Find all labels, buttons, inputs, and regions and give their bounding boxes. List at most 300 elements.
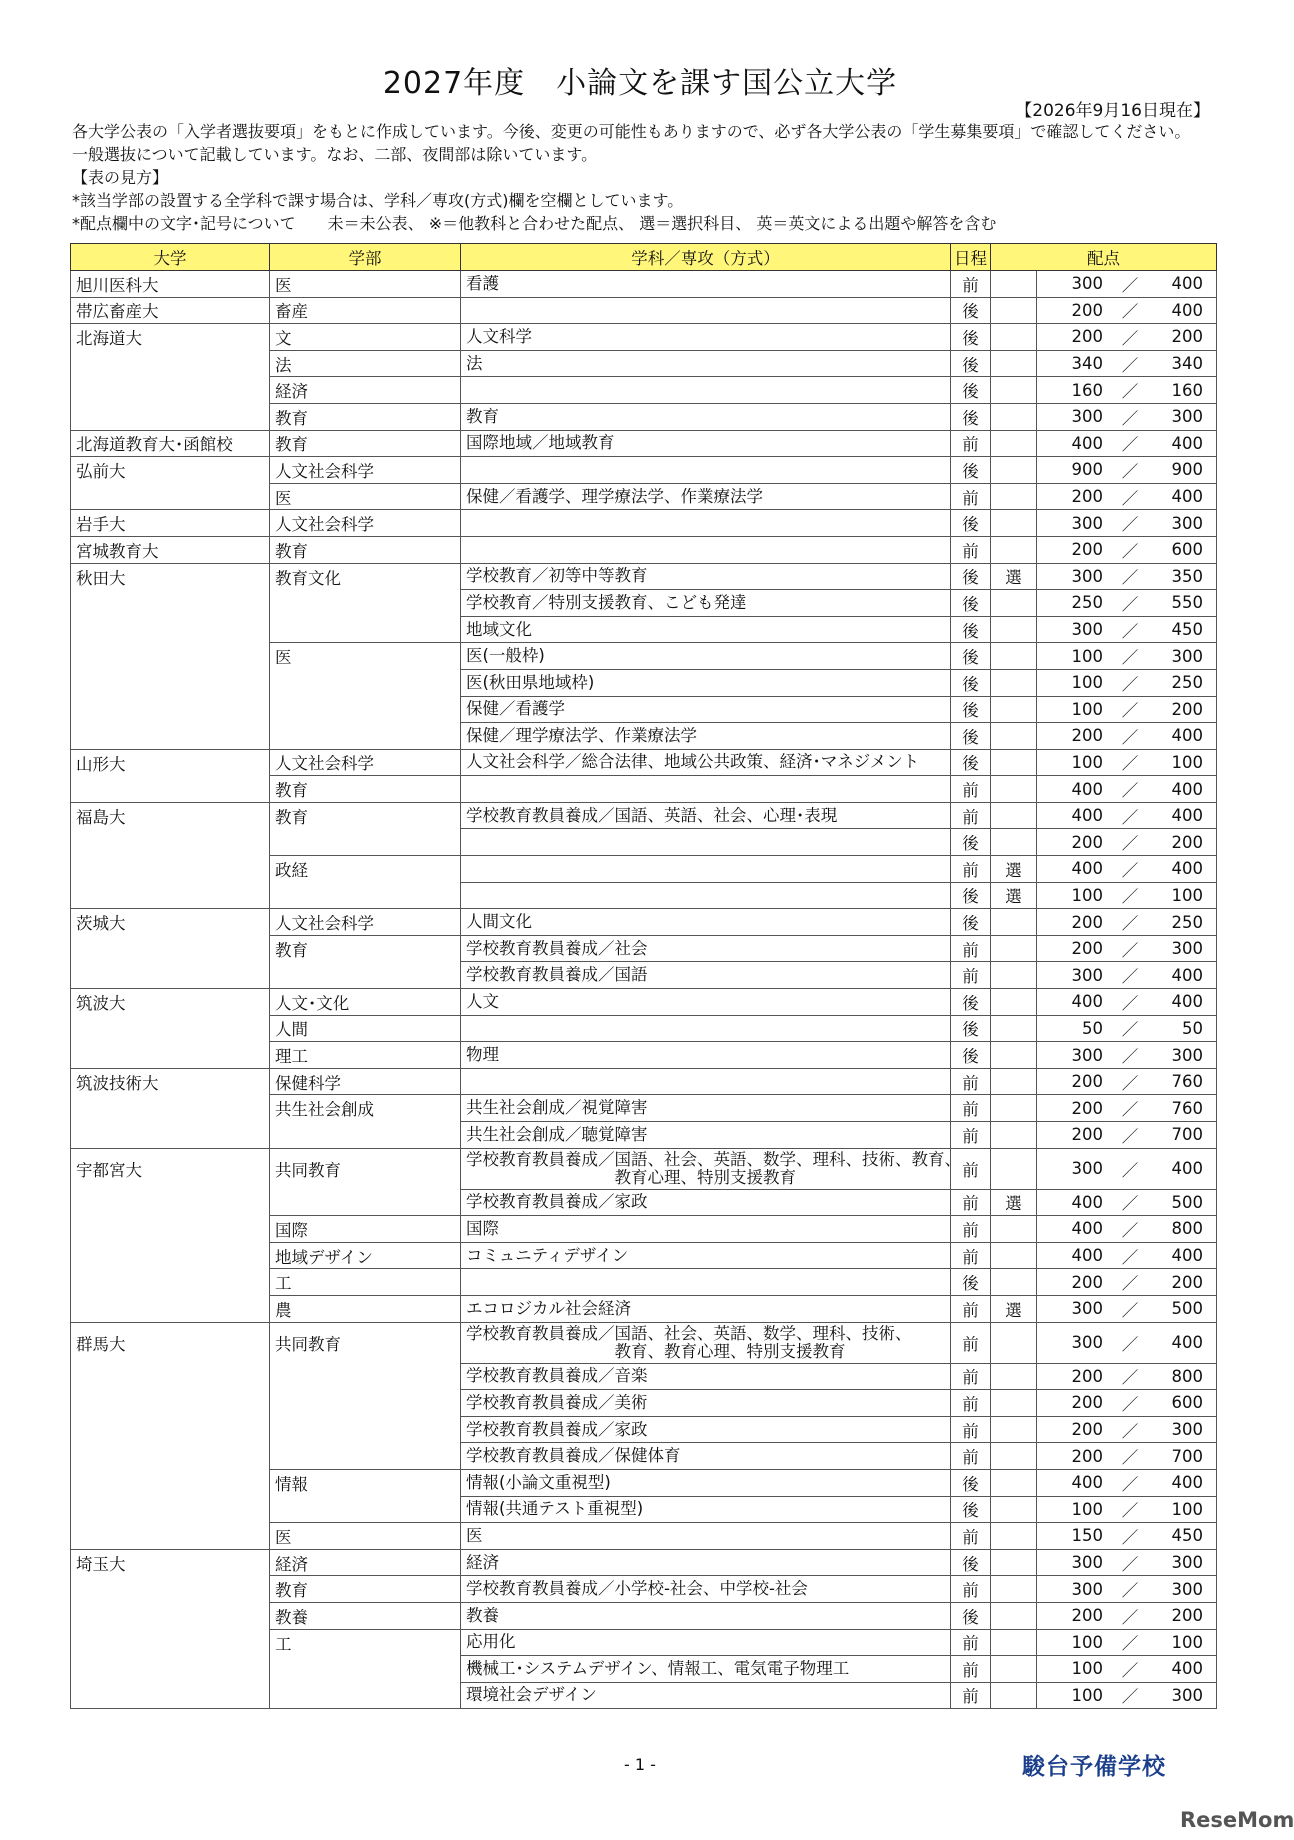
table-row: [71, 377, 1217, 404]
faculty-cell: 政経: [270, 856, 461, 883]
schedule-cell: 後: [951, 696, 991, 723]
score-cell: [1037, 989, 1217, 1016]
faculty-cell: 教養: [270, 1602, 461, 1629]
department-cell: [461, 536, 951, 563]
score-pair: [1042, 777, 1211, 801]
score-cell: [1037, 510, 1217, 537]
university-cell: [71, 1042, 270, 1069]
university-cell: [71, 1469, 270, 1496]
schedule-cell: 後: [951, 643, 991, 670]
score-essay: 400: [1071, 992, 1103, 1012]
score-cell: [1037, 590, 1217, 617]
score-cell: [1037, 1469, 1217, 1496]
selection-mark-cell: [991, 1629, 1037, 1656]
table-row: [71, 882, 1217, 909]
score-essay: 200: [1071, 1098, 1103, 1118]
score-cell: [1037, 616, 1217, 643]
score-pair: [1042, 671, 1211, 695]
selection-mark-cell: [991, 1443, 1037, 1470]
university-cell: 福島大: [71, 802, 270, 829]
score-cell: [1037, 1269, 1217, 1296]
score-essay: 400: [1071, 779, 1103, 799]
score-total: 800: [1171, 1219, 1203, 1239]
score-pair: [1042, 1016, 1211, 1040]
schedule-cell: 後: [951, 590, 991, 617]
faculty-cell: [270, 1390, 461, 1417]
university-cell: [71, 1189, 270, 1216]
score-total: 400: [1171, 992, 1203, 1012]
score-total: 340: [1171, 354, 1203, 374]
table-row: [71, 723, 1217, 750]
faculty-cell: 教育: [270, 802, 461, 829]
table-row: [71, 430, 1217, 457]
schedule-cell: 前: [951, 856, 991, 883]
department-cell: 看護: [461, 271, 951, 298]
watermark: ReseMom: [1180, 1808, 1294, 1832]
table-row: [71, 856, 1217, 883]
score-separator: ／: [1121, 1247, 1139, 1267]
score-pair: [1042, 883, 1211, 907]
score-total: 500: [1171, 1192, 1203, 1212]
selection-mark-cell: [991, 510, 1037, 537]
score-separator: ／: [1121, 1047, 1139, 1067]
score-separator: ／: [1121, 541, 1139, 561]
score-essay: 100: [1071, 1499, 1103, 1519]
schedule-cell: 後: [951, 377, 991, 404]
university-cell: [71, 696, 270, 723]
score-total: 900: [1171, 460, 1203, 480]
score-essay: 200: [1071, 832, 1103, 852]
score-total: 550: [1171, 593, 1203, 613]
department-cell: [461, 829, 951, 856]
score-cell: [1037, 536, 1217, 563]
department-cell: 物理: [461, 1042, 951, 1069]
schedule-cell: 後: [951, 403, 991, 430]
department-cell: [461, 1068, 951, 1095]
department-cell: 学校教育教員養成／家政: [461, 1189, 951, 1216]
score-pair: [1042, 325, 1211, 349]
selection-mark-cell: 選: [991, 856, 1037, 883]
selection-mark-cell: 選: [991, 1295, 1037, 1322]
score-pair: [1042, 298, 1211, 322]
selection-mark-cell: [991, 1148, 1037, 1189]
score-total: 300: [1171, 1553, 1203, 1573]
score-total: 100: [1171, 1499, 1203, 1519]
university-cell: [71, 1242, 270, 1269]
score-pair: [1042, 857, 1211, 881]
table-row: [71, 1189, 1217, 1216]
selection-mark-cell: [991, 643, 1037, 670]
score-pair: [1042, 378, 1211, 402]
university-cell: 群馬大: [71, 1322, 270, 1363]
table-row: [71, 1269, 1217, 1296]
department-cell: 学校教育教員養成／社会: [461, 935, 951, 962]
faculty-cell: 医: [270, 271, 461, 298]
table-row: [71, 1363, 1217, 1390]
score-separator: ／: [1121, 1421, 1139, 1441]
header-department: 学科／専攻（方式）: [461, 244, 951, 271]
faculty-cell: 工: [270, 1269, 461, 1296]
score-cell: [1037, 1242, 1217, 1269]
score-pair: [1042, 1123, 1211, 1147]
university-cell: [71, 1122, 270, 1149]
department-cell: [461, 856, 951, 883]
score-total: 400: [1171, 965, 1203, 985]
score-total: 160: [1171, 380, 1203, 400]
table-row: [71, 297, 1217, 324]
selection-mark-cell: [991, 909, 1037, 936]
schedule-cell: 前: [951, 1656, 991, 1683]
faculty-cell: 農: [270, 1295, 461, 1322]
department-cell: 学校教育教員養成／国語: [461, 962, 951, 989]
score-total: 100: [1171, 885, 1203, 905]
table-row: [71, 1095, 1217, 1122]
schedule-cell: 後: [951, 829, 991, 856]
faculty-cell: 教育: [270, 935, 461, 962]
score-separator: ／: [1121, 594, 1139, 614]
schedule-cell: 後: [951, 1496, 991, 1523]
table-row: [71, 1416, 1217, 1443]
faculty-cell: 人文社会科学: [270, 749, 461, 776]
department-cell: 国際地域／地域教育: [461, 430, 951, 457]
score-cell: [1037, 377, 1217, 404]
selection-mark-cell: [991, 616, 1037, 643]
score-total: 200: [1171, 1606, 1203, 1626]
score-essay: 400: [1071, 1219, 1103, 1239]
score-separator: ／: [1121, 1554, 1139, 1574]
table-row: [71, 829, 1217, 856]
score-separator: ／: [1121, 1581, 1139, 1601]
score-total: 300: [1171, 1045, 1203, 1065]
selection-mark-cell: [991, 457, 1037, 484]
score-total: 600: [1171, 1393, 1203, 1413]
score-essay: 300: [1071, 407, 1103, 427]
score-cell: [1037, 776, 1217, 803]
score-essay: 100: [1071, 1685, 1103, 1705]
score-separator: ／: [1121, 1073, 1139, 1093]
selection-mark-cell: 選: [991, 563, 1037, 590]
selection-mark-cell: [991, 829, 1037, 856]
selection-mark-cell: [991, 776, 1037, 803]
department-cell: [461, 377, 951, 404]
score-essay: 300: [1071, 620, 1103, 640]
faculty-cell: [270, 590, 461, 617]
score-total: 200: [1171, 1272, 1203, 1292]
score-pair: [1042, 1297, 1211, 1321]
score-essay: 200: [1071, 1366, 1103, 1386]
score-cell: [1037, 1042, 1217, 1069]
table-row: [71, 909, 1217, 936]
university-cell: [71, 1443, 270, 1470]
score-separator: ／: [1121, 967, 1139, 987]
schedule-cell: 前: [951, 1242, 991, 1269]
score-pair: [1042, 1364, 1211, 1388]
selection-mark-cell: [991, 1122, 1037, 1149]
university-cell: [71, 1496, 270, 1523]
department-cell: 地域文化: [461, 616, 951, 643]
score-separator: ／: [1121, 940, 1139, 960]
department-cell: 人文社会科学／総合法律、地域公共政策、経済･マネジメント: [461, 749, 951, 776]
score-total: 300: [1171, 939, 1203, 959]
faculty-cell: 地域デザイン: [270, 1242, 461, 1269]
score-pair: [1042, 1070, 1211, 1094]
table-row: [71, 643, 1217, 670]
note-heading: 【表の見方】: [72, 168, 169, 187]
selection-mark-cell: [991, 377, 1037, 404]
university-cell: [71, 935, 270, 962]
score-separator: ／: [1121, 887, 1139, 907]
schedule-cell: 後: [951, 1015, 991, 1042]
department-cell: 環境社会デザイン: [461, 1682, 951, 1709]
score-separator: ／: [1121, 1368, 1139, 1388]
score-cell: [1037, 1148, 1217, 1189]
score-pair: [1042, 485, 1211, 509]
score-cell: [1037, 430, 1217, 457]
university-cell: [71, 856, 270, 883]
score-essay: 400: [1071, 859, 1103, 879]
faculty-cell: 文: [270, 324, 461, 351]
department-cell: [461, 297, 951, 324]
university-cell: [71, 669, 270, 696]
table-row: [71, 1322, 1217, 1363]
university-cell: 茨城大: [71, 909, 270, 936]
table-row: [71, 1390, 1217, 1417]
table-row: [71, 1216, 1217, 1243]
score-separator: ／: [1121, 1607, 1139, 1627]
department-cell: 法: [461, 350, 951, 377]
score-total: 400: [1171, 726, 1203, 746]
schedule-cell: 前: [951, 802, 991, 829]
score-total: 400: [1171, 487, 1203, 507]
schedule-cell: 後: [951, 989, 991, 1016]
score-separator: ／: [1121, 914, 1139, 934]
score-separator: ／: [1121, 1274, 1139, 1294]
score-essay: 300: [1071, 1159, 1103, 1179]
score-cell: [1037, 563, 1217, 590]
score-cell: [1037, 1216, 1217, 1243]
score-cell: [1037, 350, 1217, 377]
university-cell: 宇都宮大: [71, 1148, 270, 1189]
department-cell: 学校教育教員養成／国語、社会、英語、数学、理科、技術、 教育、教育心理、特別支援教育: [461, 1322, 951, 1363]
university-cell: 筑波大: [71, 989, 270, 1016]
selection-mark-cell: [991, 1269, 1037, 1296]
score-pair: [1042, 1157, 1211, 1181]
score-total: 400: [1171, 1333, 1203, 1353]
schedule-cell: 後: [951, 457, 991, 484]
department-cell: 保健／理学療法学、作業療法学: [461, 723, 951, 750]
score-essay: 200: [1071, 1125, 1103, 1145]
score-separator: ／: [1121, 461, 1139, 481]
selection-mark-cell: [991, 1242, 1037, 1269]
university-cell: [71, 776, 270, 803]
score-cell: [1037, 882, 1217, 909]
schedule-cell: 後: [951, 723, 991, 750]
score-cell: [1037, 324, 1217, 351]
schedule-cell: 後: [951, 324, 991, 351]
selection-mark-cell: [991, 935, 1037, 962]
score-essay: 400: [1071, 1473, 1103, 1493]
university-cell: [71, 882, 270, 909]
score-total: 100: [1171, 752, 1203, 772]
score-total: 300: [1171, 1420, 1203, 1440]
faculty-cell: 経済: [270, 1549, 461, 1576]
score-separator: ／: [1121, 355, 1139, 375]
score-cell: [1037, 1682, 1217, 1709]
university-cell: 弘前大: [71, 457, 270, 484]
university-cell: 山形大: [71, 749, 270, 776]
faculty-cell: [270, 829, 461, 856]
score-pair: [1042, 1244, 1211, 1268]
score-separator: ／: [1121, 1194, 1139, 1214]
faculty-cell: [270, 1496, 461, 1523]
university-cell: 岩手大: [71, 510, 270, 537]
selection-mark-cell: [991, 1322, 1037, 1363]
score-pair: [1042, 1217, 1211, 1241]
department-cell: 保健／看護学、理学療法学、作業療法学: [461, 483, 951, 510]
selection-mark-cell: [991, 403, 1037, 430]
score-pair: [1042, 990, 1211, 1014]
faculty-cell: [270, 723, 461, 750]
university-cell: [71, 1656, 270, 1683]
score-essay: 300: [1071, 1333, 1103, 1353]
university-cell: 北海道大: [71, 324, 270, 351]
department-cell: 情報(共通テスト重視型): [461, 1496, 951, 1523]
score-separator: ／: [1121, 674, 1139, 694]
selection-mark-cell: [991, 297, 1037, 324]
university-cell: [71, 1416, 270, 1443]
faculty-cell: 法: [270, 350, 461, 377]
selection-mark-cell: [991, 962, 1037, 989]
selection-mark-cell: [991, 1576, 1037, 1603]
schedule-cell: 後: [951, 297, 991, 324]
score-pair: [1042, 1683, 1211, 1707]
score-pair: [1042, 511, 1211, 535]
score-separator: ／: [1121, 1634, 1139, 1654]
department-cell: 学校教育教員養成／小学校-社会、中学校-社会: [461, 1576, 951, 1603]
schedule-cell: 後: [951, 1549, 991, 1576]
header-faculty: 学部: [270, 244, 461, 271]
department-cell: エコロジカル社会経済: [461, 1295, 951, 1322]
schedule-cell: 後: [951, 1469, 991, 1496]
faculty-cell: 国際: [270, 1216, 461, 1243]
table-row: [71, 989, 1217, 1016]
score-total: 800: [1171, 1366, 1203, 1386]
score-cell: [1037, 802, 1217, 829]
score-total: 400: [1171, 300, 1203, 320]
schedule-cell: 後: [951, 1602, 991, 1629]
score-total: 100: [1171, 1632, 1203, 1652]
department-cell: [461, 776, 951, 803]
score-cell: [1037, 297, 1217, 324]
university-cell: [71, 1390, 270, 1417]
score-total: 200: [1171, 327, 1203, 347]
score-cell: [1037, 271, 1217, 298]
score-essay: 200: [1071, 912, 1103, 932]
university-cell: [71, 643, 270, 670]
table-row: [71, 1602, 1217, 1629]
score-total: 400: [1171, 274, 1203, 294]
department-cell: 人文科学: [461, 324, 951, 351]
score-separator: ／: [1121, 1100, 1139, 1120]
schedule-cell: 前: [951, 776, 991, 803]
score-total: 500: [1171, 1299, 1203, 1319]
score-pair: [1042, 724, 1211, 748]
score-essay: 200: [1071, 487, 1103, 507]
university-cell: [71, 1602, 270, 1629]
score-total: 400: [1171, 779, 1203, 799]
university-cell: [71, 723, 270, 750]
schedule-cell: 前: [951, 1148, 991, 1189]
schedule-cell: 前: [951, 1523, 991, 1550]
score-separator: ／: [1121, 328, 1139, 348]
score-cell: [1037, 935, 1217, 962]
publisher-logo: 駿台予備学校: [1022, 1754, 1166, 1780]
selection-mark-cell: [991, 802, 1037, 829]
score-total: 400: [1171, 1159, 1203, 1179]
header-schedule: 日程: [951, 244, 991, 271]
schedule-cell: 後: [951, 882, 991, 909]
table-row: [71, 1122, 1217, 1149]
score-essay: 150: [1071, 1526, 1103, 1546]
faculty-cell: [270, 962, 461, 989]
selection-mark-cell: [991, 749, 1037, 776]
table-row: [71, 1576, 1217, 1603]
table-row: [71, 1656, 1217, 1683]
score-pair: [1042, 458, 1211, 482]
score-separator: ／: [1121, 1300, 1139, 1320]
score-essay: 400: [1071, 433, 1103, 453]
score-pair: [1042, 1270, 1211, 1294]
selection-mark-cell: [991, 536, 1037, 563]
schedule-cell: 前: [951, 962, 991, 989]
department-cell: [461, 510, 951, 537]
selection-mark-cell: [991, 350, 1037, 377]
faculty-cell: [270, 1416, 461, 1443]
score-total: 300: [1171, 513, 1203, 533]
table-row: [71, 1549, 1217, 1576]
table-row: [71, 1042, 1217, 1069]
score-pair: [1042, 1444, 1211, 1468]
faculty-cell: 人文社会科学: [270, 457, 461, 484]
schedule-cell: 後: [951, 510, 991, 537]
score-essay: 100: [1071, 673, 1103, 693]
department-cell: 共生社会創成／聴覚障害: [461, 1122, 951, 1149]
faculty-cell: [270, 882, 461, 909]
table-row: [71, 776, 1217, 803]
score-total: 300: [1171, 1685, 1203, 1705]
score-total: 400: [1171, 1473, 1203, 1493]
score-cell: [1037, 1363, 1217, 1390]
score-pair: [1042, 1418, 1211, 1442]
table-row: [71, 1242, 1217, 1269]
department-cell: 機械工･システムデザイン、情報工、電気電子物理工: [461, 1656, 951, 1683]
score-pair: [1042, 1577, 1211, 1601]
university-cell: [71, 1015, 270, 1042]
schedule-cell: 前: [951, 483, 991, 510]
table-row: [71, 563, 1217, 590]
schedule-cell: 後: [951, 669, 991, 696]
score-essay: 200: [1071, 327, 1103, 347]
score-cell: [1037, 1496, 1217, 1523]
university-cell: 宮城教育大: [71, 536, 270, 563]
score-cell: [1037, 1629, 1217, 1656]
score-total: 400: [1171, 859, 1203, 879]
score-separator: ／: [1121, 1160, 1139, 1180]
score-separator: ／: [1121, 1687, 1139, 1707]
faculty-cell: 教育: [270, 776, 461, 803]
schedule-cell: 前: [951, 1629, 991, 1656]
schedule-cell: 前: [951, 1068, 991, 1095]
